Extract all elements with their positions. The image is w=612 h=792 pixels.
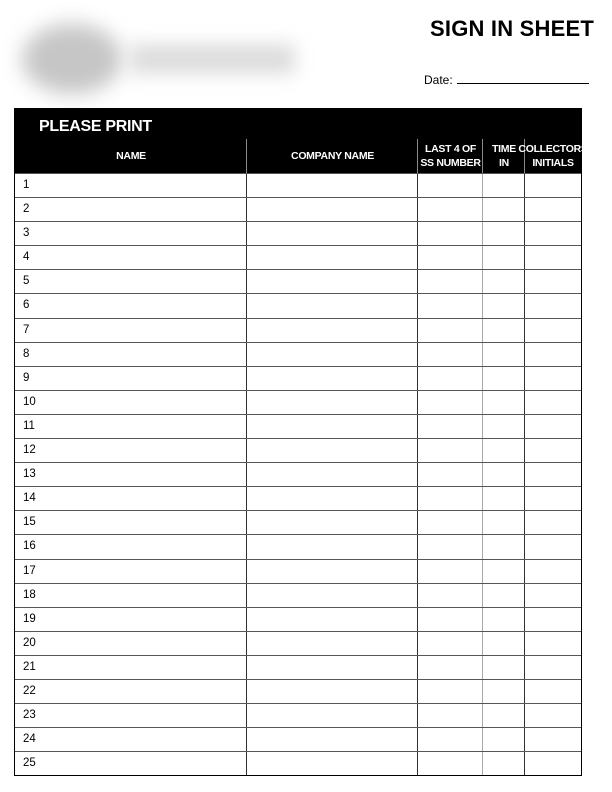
column-header-name: NAME bbox=[116, 150, 146, 162]
row-number: 15 bbox=[23, 516, 36, 529]
table-row[interactable] bbox=[15, 269, 581, 293]
row-number: 23 bbox=[23, 709, 36, 722]
row-number: 16 bbox=[23, 540, 36, 553]
table-row[interactable] bbox=[15, 390, 581, 414]
row-number: 13 bbox=[23, 468, 36, 481]
row-number: 21 bbox=[23, 660, 36, 673]
row-number: 25 bbox=[23, 757, 36, 770]
table-body bbox=[15, 173, 581, 775]
table-row[interactable] bbox=[15, 703, 581, 727]
date-label: Date: bbox=[424, 73, 453, 87]
table-row[interactable] bbox=[15, 486, 581, 510]
table-row[interactable] bbox=[15, 510, 581, 534]
table-row[interactable] bbox=[15, 197, 581, 221]
logo-wordmark bbox=[130, 44, 295, 74]
row-number: 20 bbox=[23, 636, 36, 649]
column-header-collectors-initials: COLLECTORS INITIALS bbox=[518, 143, 588, 169]
column-header-company: COMPANY NAME bbox=[291, 150, 374, 162]
row-number: 18 bbox=[23, 588, 36, 601]
row-number: 1 bbox=[23, 179, 30, 191]
table-row[interactable] bbox=[15, 583, 581, 607]
row-number: 10 bbox=[23, 395, 36, 408]
table-row[interactable] bbox=[15, 366, 581, 390]
row-number: 6 bbox=[23, 299, 30, 312]
table-row[interactable] bbox=[15, 221, 581, 245]
column-header-time-in: TIME IN bbox=[492, 143, 516, 169]
row-number: 7 bbox=[23, 323, 30, 336]
row-number: 24 bbox=[23, 733, 36, 746]
date-blank-line[interactable] bbox=[457, 72, 589, 84]
table-row[interactable] bbox=[15, 173, 581, 197]
table-header bbox=[15, 109, 588, 173]
column-header-ssn: LAST 4 OF SS NUMBER bbox=[420, 143, 481, 169]
table-row[interactable] bbox=[15, 462, 581, 486]
date-field[interactable] bbox=[424, 72, 589, 87]
row-number: 14 bbox=[23, 492, 36, 505]
please-print-banner: PLEASE PRINT bbox=[39, 118, 152, 135]
table-row[interactable] bbox=[15, 631, 581, 655]
table-row[interactable] bbox=[15, 727, 581, 751]
row-number: 12 bbox=[23, 444, 36, 457]
logo-mark-icon bbox=[22, 24, 122, 94]
row-number: 11 bbox=[23, 419, 35, 432]
table-row[interactable] bbox=[15, 438, 581, 462]
table-row[interactable] bbox=[15, 293, 581, 317]
row-number: 8 bbox=[23, 347, 30, 360]
table-row[interactable] bbox=[15, 679, 581, 703]
table-row[interactable] bbox=[15, 559, 581, 583]
table-row[interactable] bbox=[15, 245, 581, 269]
table-row[interactable] bbox=[15, 534, 581, 558]
table-row[interactable] bbox=[15, 751, 581, 775]
row-number: 22 bbox=[23, 684, 36, 697]
row-number: 3 bbox=[23, 227, 30, 240]
sign-in-table bbox=[14, 108, 588, 776]
row-number: 9 bbox=[23, 371, 30, 384]
company-logo bbox=[10, 10, 300, 100]
table-row[interactable] bbox=[15, 414, 581, 438]
table-row[interactable] bbox=[15, 342, 581, 366]
row-number: 2 bbox=[23, 203, 30, 216]
row-number: 17 bbox=[23, 564, 36, 577]
table-row[interactable] bbox=[15, 318, 581, 342]
row-number: 4 bbox=[23, 251, 30, 264]
page-title: SIGN IN SHEET bbox=[430, 16, 594, 41]
row-number: 5 bbox=[23, 275, 30, 288]
table-row[interactable] bbox=[15, 607, 581, 631]
table-row[interactable] bbox=[15, 655, 581, 679]
row-number: 19 bbox=[23, 612, 36, 625]
